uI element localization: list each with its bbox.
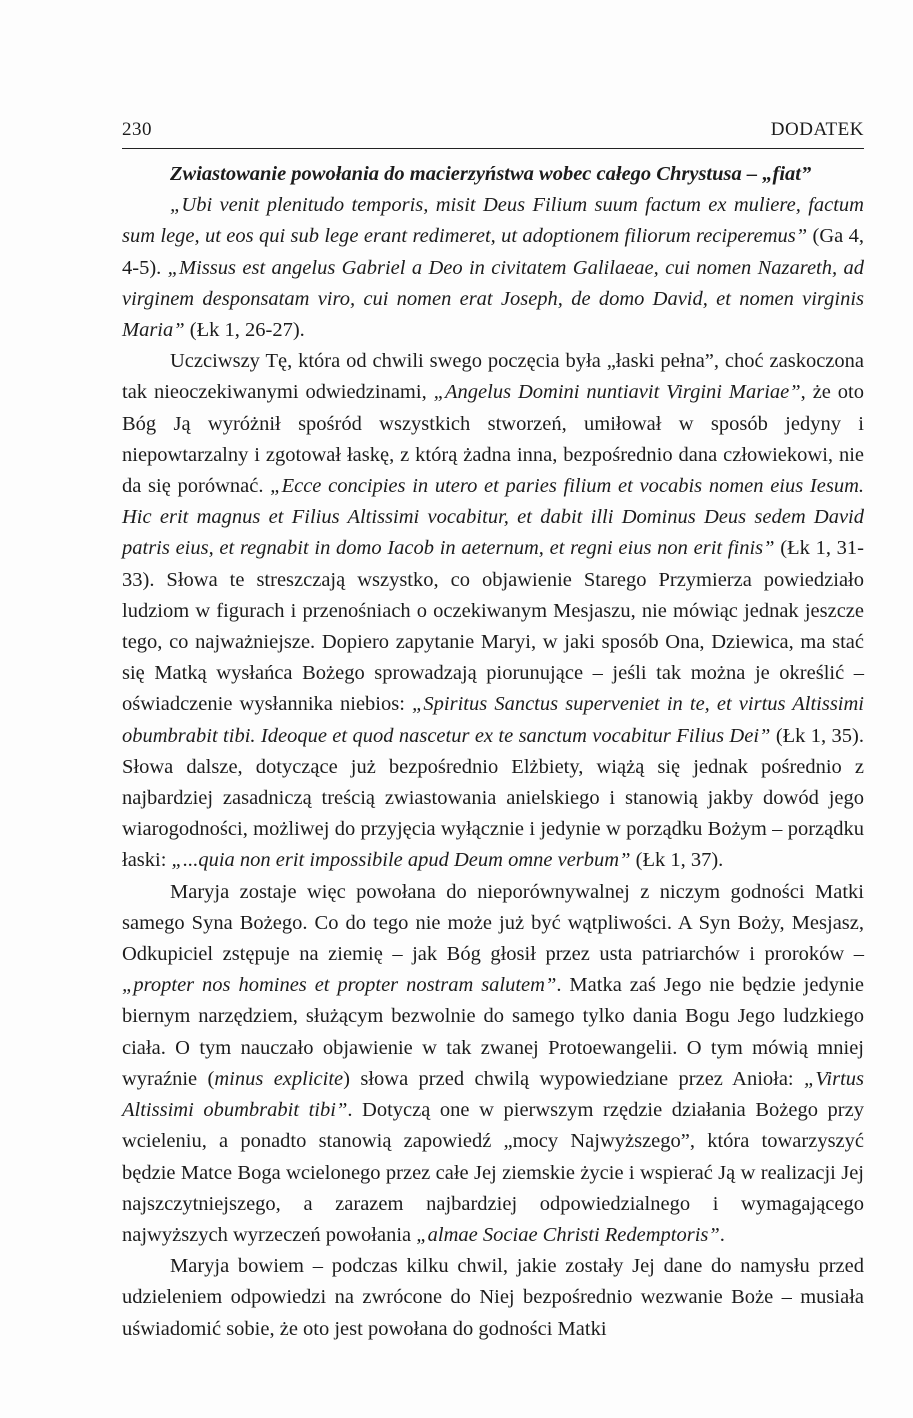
body-text: Maryja zostaje więc powołana do nieporównywalnej z niczym godności Matki samego Syna Bożego. Co do tego nie może już być wątpliwości. A Syn Boży, Mesjasz, Odkupiciel zstępuje na ziemię – jak Bóg głosił przez usta patriarchów i proroków – bbox=[122, 880, 864, 966]
body-text: , że oto Bóg Ją wyróżnił spośród wszystkich stworzeń, umiłował w sposób jedyny i niepowtarzalny i zgotował łaskę, z którą żadna inna, bezpośrednio dana człowiekowi, nie da się porównać. bbox=[122, 381, 864, 498]
paragraph-3 bbox=[122, 877, 864, 1251]
section-title: Zwiastowanie powołania do macierzyństwa wobec całego Chrystusa – „fiat” bbox=[170, 163, 812, 185]
body-text: ) słowa przed chwilą wypowiedziane przez Anioła: bbox=[343, 1067, 805, 1090]
citation: (Ga 4, 4-5). bbox=[122, 225, 864, 279]
citation: (Łk 1, 37). bbox=[630, 849, 724, 872]
latin-quote: „Missus est angelus Gabriel a Deo in civitatem Galilaeae, cui nomen Nazareth, ad virginem desponsatam viro, cui nomen erat Joseph, de domo David, et nomen virginis Maria” bbox=[122, 256, 864, 342]
latin-quote: „propter nos homines et propter nostram salutem” bbox=[122, 974, 557, 997]
body-text: Maryja bowiem – podczas kilku chwil, jakie zostały Jej dane do namysłu przed udzieleniem odpowiedzi na zwrócone do Niej bezpośrednio wezwanie Boże – musiała uświadomić sobie, że oto jest powołana do godności Matki bbox=[122, 1255, 864, 1340]
latin-quote: „Ecce concipies in utero et paries filium et vocabis nomen eius Iesum. Hic erit magnus et Filius Altissimi vocabitur, et dabit illi Dominus Deus sedem David patris eius, et regnabit in domo Iacob in aeternum, et regni eius non erit finis” bbox=[122, 475, 864, 560]
latin-phrase: minus explicite bbox=[214, 1067, 344, 1090]
header-rule bbox=[122, 148, 864, 149]
body-text: (Łk 1, 35). Słowa dalsze, dotyczące już bezpośrednio Elżbiety, wiążą się jednak pośrednio z najbardziej zasadniczą treścią zwiastowania anielskiego i stanowią jakby dowód jego wiarogodności, możliwej do przyjęcia wyłącznie i jedynie w porządku Bożym – porządku łaski: bbox=[122, 724, 864, 872]
page-body bbox=[122, 159, 864, 1345]
body-text: Uczciwszy Tę, która od chwili swego poczęcia była „łaski pełna”, choć zaskoczona tak nieoczekiwanymi odwiedzinami, bbox=[122, 350, 864, 404]
latin-quote: „Virtus Altissimi obumbrabit tibi” bbox=[122, 1067, 865, 1122]
latin-quote: „...quia non erit impossibile apud Deum omne verbum” bbox=[171, 849, 631, 872]
latin-quote: „almae Sociae Christi Redemptoris” bbox=[416, 1223, 720, 1246]
running-head bbox=[122, 119, 864, 145]
page-number: 230 bbox=[122, 119, 152, 140]
body-text: . Matka zaś Jego nie będzie jedynie biernym narzędziem, służącym bezwolnie do samego tylko dania Bogu Jego ludzkiego ciała. O tym nauczało objawienie w tak zwanej Protoewangelii. O tym mówią mniej wyraźnie ( bbox=[122, 974, 865, 1090]
running-head-section: DODATEK bbox=[770, 119, 864, 140]
paragraph-1 bbox=[122, 190, 864, 346]
latin-quote: „Ubi venit plenitudo temporis, misit Deus Filium suum factum ex muliere, factum sum lege, ut eos qui sub lege erant redimeret, ut adoptionem filiorum reciperemus” bbox=[122, 194, 864, 248]
body-text: . bbox=[719, 1223, 725, 1246]
body-text: (Łk 1, 31-33). Słowa te streszczają wszystko, co objawienie Starego Przymierza powiedziało ludziom w figurach i przenośniach o oczekiwanym Mesjaszu, nie mówiąc jednak jeszcze tego, co najważniejsze. Dopiero zapytanie Maryi, w jaki sposób Ona, Dziewica, ma stać się Matką wysłańca Bożego sprowadzają piorunujące – jeśli tak można je określić – oświadczenie wysłannika niebios: bbox=[122, 537, 864, 716]
body-text: . Dotyczą one w pierwszym rzędzie działania Bożego przy wcieleniu, a ponadto stanowią zapowiedź „mocy Najwyższego”, która towarzyszyć będzie Matce Boga wcielonego przez całe Jej ziemskie życie i wspierać Ją w realizacji Jej najszczytniejszego, a zarazem najbardziej odpowiedzialnego i wymagającego najwyższych wyrzeczeń powołania bbox=[122, 1099, 864, 1246]
paragraph-2 bbox=[122, 346, 864, 876]
latin-quote: „Angelus Domini nuntiavit Virgini Mariae” bbox=[433, 381, 801, 404]
paragraph-4 bbox=[122, 1251, 864, 1345]
citation: (Łk 1, 26-27). bbox=[184, 319, 305, 342]
latin-quote: „Spiritus Sanctus superveniet in te, et virtus Altissimi obumbrabit tibi. Ideoque et quod nascetur ex te sanctum vocabitur Filius Dei” bbox=[122, 693, 864, 747]
